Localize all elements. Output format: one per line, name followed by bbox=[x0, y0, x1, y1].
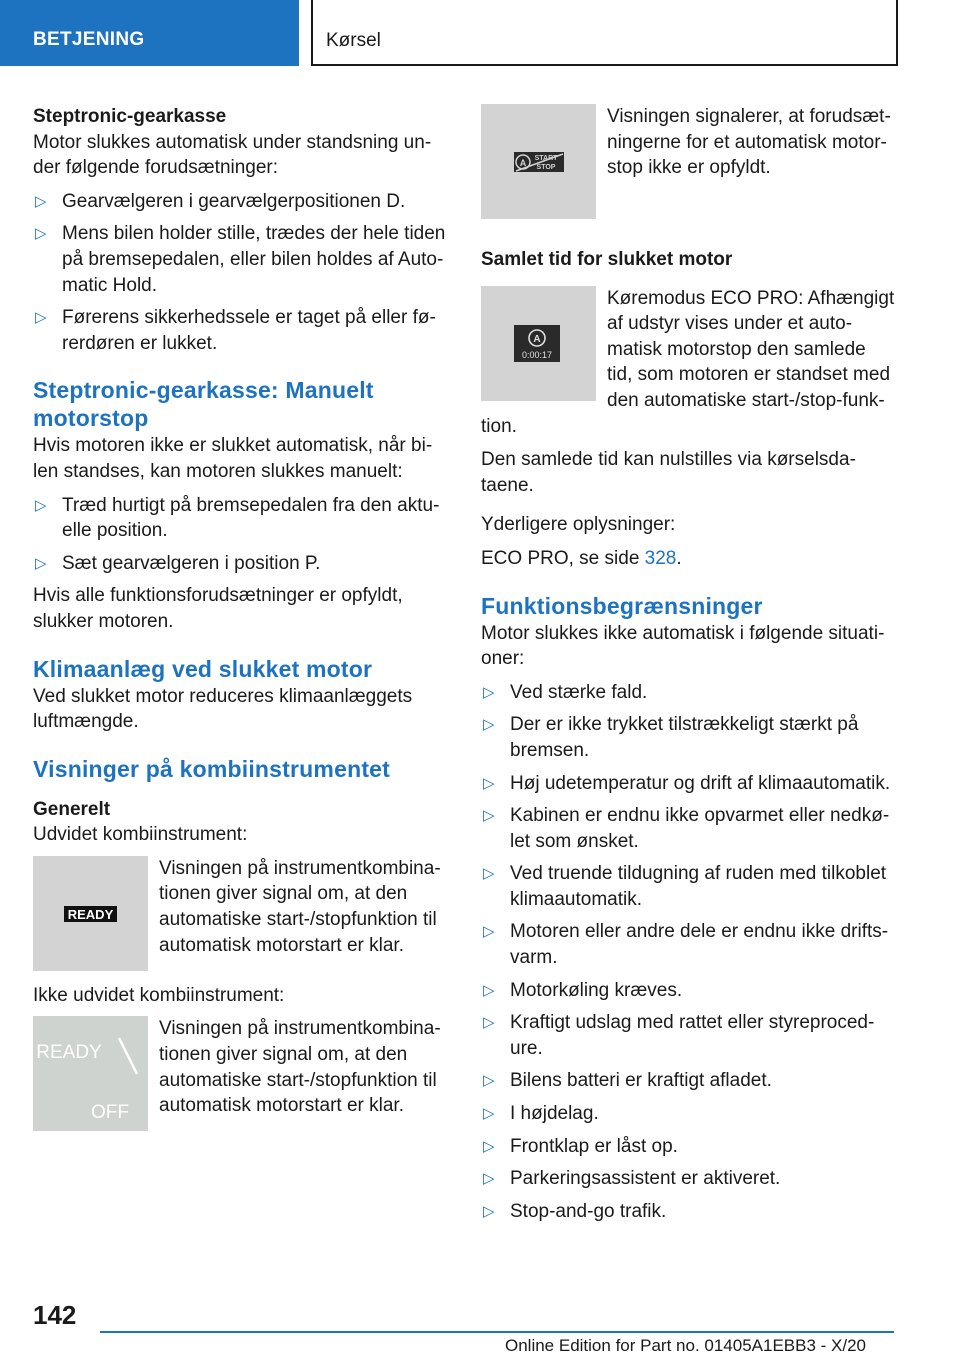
manual-stop-outro: Hvis alle funktionsforudsætninger er opfyldt, slukker motoren. bbox=[33, 585, 403, 632]
triangle-bullet-icon: ▷ bbox=[483, 1170, 495, 1188]
limits-list bbox=[481, 680, 896, 1225]
triangle-bullet-icon: ▷ bbox=[483, 1137, 495, 1155]
manual-stop-heading: Steptronic-gearkasse: Manuelt motorstop bbox=[33, 377, 374, 432]
startstop-off-image bbox=[481, 104, 596, 219]
list-item: ▷ Mens bilen holder stille, trædes der hele tiden på bremsepedalen, eller bilen holdes af Automatic Hold. bbox=[35, 223, 446, 296]
triangle-bullet-icon: ▷ bbox=[483, 1014, 495, 1032]
total-time-text: Køremodus ECO PRO: Afhængigt af udstyr vises under et automatisk motorstop den samlede tid, som motoren er standset med den automatiske start-/stop-funktion. bbox=[481, 287, 895, 437]
triangle-bullet-icon: ▷ bbox=[483, 1105, 495, 1123]
timer-readout: 0:00:17 bbox=[521, 349, 553, 360]
header-chapter-label: Kørsel bbox=[326, 30, 381, 51]
list-item: ▷ Træd hurtigt på bremsepedalen fra den aktuelle position. bbox=[35, 494, 440, 542]
footer-divider bbox=[100, 1331, 894, 1333]
climate-heading: Klimaanlæg ved slukket motor bbox=[33, 655, 373, 682]
general-title: Generelt bbox=[33, 798, 111, 820]
power-gauge-icon bbox=[33, 1016, 148, 1131]
ready-off-gauge-image bbox=[33, 1016, 148, 1131]
timer-figure bbox=[481, 286, 896, 440]
svg-text:START: START bbox=[534, 155, 558, 162]
triangle-bullet-icon: ▷ bbox=[483, 981, 495, 999]
edition-footer: Online Edition for Part no. 01405A1EBB3 - X/20 bbox=[505, 1336, 867, 1355]
startstop-off-figure bbox=[481, 104, 896, 219]
manual-stop-intro: Hvis motoren ikke er slukket automatisk, når bilen standses, kan motoren slukkes manuelt: bbox=[33, 435, 433, 482]
triangle-bullet-icon: ▷ bbox=[483, 923, 495, 941]
triangle-bullet-icon: ▷ bbox=[483, 807, 495, 825]
list-item: ▷ Ved stærke fald. bbox=[481, 680, 896, 706]
auto-stop-timer-icon bbox=[481, 286, 596, 401]
total-time-title: Samlet tid for slukket motor bbox=[481, 249, 733, 270]
steptronic-title: Steptronic-gearkasse bbox=[33, 106, 227, 127]
list-item: ▷ Motorkøling kræves. bbox=[481, 978, 896, 1004]
steptronic-conditions-list bbox=[33, 189, 448, 357]
list-item: ▷ Stop-and-go trafik. bbox=[481, 1199, 896, 1225]
extended-cluster-text: Visningen på instrumentkombinationen giver signal om, at den automatiske start-/stopfunktion til automatisk motorstart er klar. bbox=[159, 857, 441, 956]
nonextended-cluster-text: Visningen på instrumentkombinationen giver signal om, at den automatiske start-/stopfunktion til automatisk motorstart er klar. bbox=[159, 1018, 441, 1117]
triangle-bullet-icon: ▷ bbox=[483, 774, 495, 792]
list-item: ▷ Førerens sikkerhedssele er taget på eller førerdøren er lukket. bbox=[35, 307, 436, 354]
list-item: ▷ Parkeringsassistent er aktiveret. bbox=[481, 1166, 896, 1192]
list-item: ▷ Ved truende tildugning af ruden med tilkoblet klimaautomatik. bbox=[483, 863, 887, 910]
svg-text:STOP: STOP bbox=[536, 164, 556, 171]
list-item: ▷ Kraftigt udslag med rattet eller styreprocedure. bbox=[483, 1012, 875, 1059]
eco-pro-reference: ECO PRO, se side 328. bbox=[481, 547, 682, 569]
ready-figure bbox=[33, 856, 448, 971]
ready-badge-text: READY bbox=[67, 906, 114, 922]
gauge-off-label: OFF bbox=[91, 1102, 129, 1124]
list-item: ▷ I højdelag. bbox=[481, 1101, 896, 1127]
timer-image bbox=[481, 286, 596, 401]
startstop-crossed-icon bbox=[481, 104, 596, 219]
header-chapter-box bbox=[311, 0, 898, 66]
triangle-bullet-icon: ▷ bbox=[35, 554, 47, 572]
display-heading: Visninger på kombiinstrumentet bbox=[33, 755, 391, 782]
climate-text: Ved slukket motor reduceres klimaanlæggets luftmængde. bbox=[33, 685, 413, 733]
ready-indicator-image bbox=[33, 856, 148, 971]
list-item: ▷ Frontklap er låst op. bbox=[481, 1134, 896, 1160]
list-item: ▷ Der er ikke trykket tilstrækkeligt stærkt på bremsen. bbox=[483, 714, 859, 761]
limits-intro: Motor slukkes ikke automatisk i følgende situationer: bbox=[481, 622, 885, 670]
triangle-bullet-icon: ▷ bbox=[483, 1202, 495, 1220]
page-number: 142 bbox=[33, 1300, 77, 1330]
gauge-figure bbox=[33, 1016, 448, 1131]
triangle-bullet-icon: ▷ bbox=[35, 192, 47, 210]
header-section-tab bbox=[0, 0, 299, 66]
right-column bbox=[481, 104, 896, 1231]
svg-text:A: A bbox=[519, 158, 527, 168]
triangle-bullet-icon: ▷ bbox=[483, 865, 495, 883]
triangle-bullet-icon: ▷ bbox=[35, 309, 47, 327]
steptronic-intro: Motor slukkes automatisk under standsning under følgende forudsætninger: bbox=[33, 131, 432, 179]
header-section-label: BETJENING bbox=[33, 29, 145, 50]
reset-text: Den samlede tid kan nulstilles via kørselsdataene. bbox=[481, 449, 856, 496]
left-column bbox=[33, 104, 448, 1143]
gauge-ready-label: READY bbox=[36, 1042, 102, 1064]
page-link-328[interactable]: 328 bbox=[644, 547, 677, 569]
extended-cluster-label: Udvidet kombiinstrument: bbox=[33, 824, 248, 846]
startstop-off-text: Visningen signalerer, at forudsætningerne for et automatisk motorstop ikke er opfyldt. bbox=[607, 106, 891, 179]
more-info-label: Yderligere oplysninger: bbox=[481, 514, 676, 536]
list-item: ▷ Sæt gearvælgeren i position P. bbox=[33, 551, 448, 577]
triangle-bullet-icon: ▷ bbox=[483, 716, 495, 734]
triangle-bullet-icon: ▷ bbox=[35, 225, 47, 243]
list-item: ▷ Kabinen er endnu ikke opvarmet eller nedkølet som ønsket. bbox=[483, 805, 890, 852]
limits-heading: Funktionsbegrænsninger bbox=[481, 592, 763, 619]
triangle-bullet-icon: ▷ bbox=[483, 1072, 495, 1090]
nonextended-cluster-label: Ikke udvidet kombiinstrument: bbox=[33, 984, 285, 1006]
list-item: ▷ Bilens batteri er kraftigt afladet. bbox=[481, 1068, 896, 1094]
list-item: ▷ Gearvælgeren i gearvælgerpositionen D. bbox=[33, 189, 448, 215]
list-item: ▷ Motoren eller andre dele er endnu ikke driftsvarm. bbox=[483, 921, 889, 969]
manual-stop-list bbox=[33, 493, 448, 577]
list-item: ▷ Høj udetemperatur og drift af klimaautomatik. bbox=[481, 771, 896, 797]
ready-badge-icon bbox=[33, 856, 148, 971]
triangle-bullet-icon: ▷ bbox=[35, 496, 47, 514]
triangle-bullet-icon: ▷ bbox=[483, 683, 495, 701]
svg-text:A: A bbox=[533, 333, 541, 345]
